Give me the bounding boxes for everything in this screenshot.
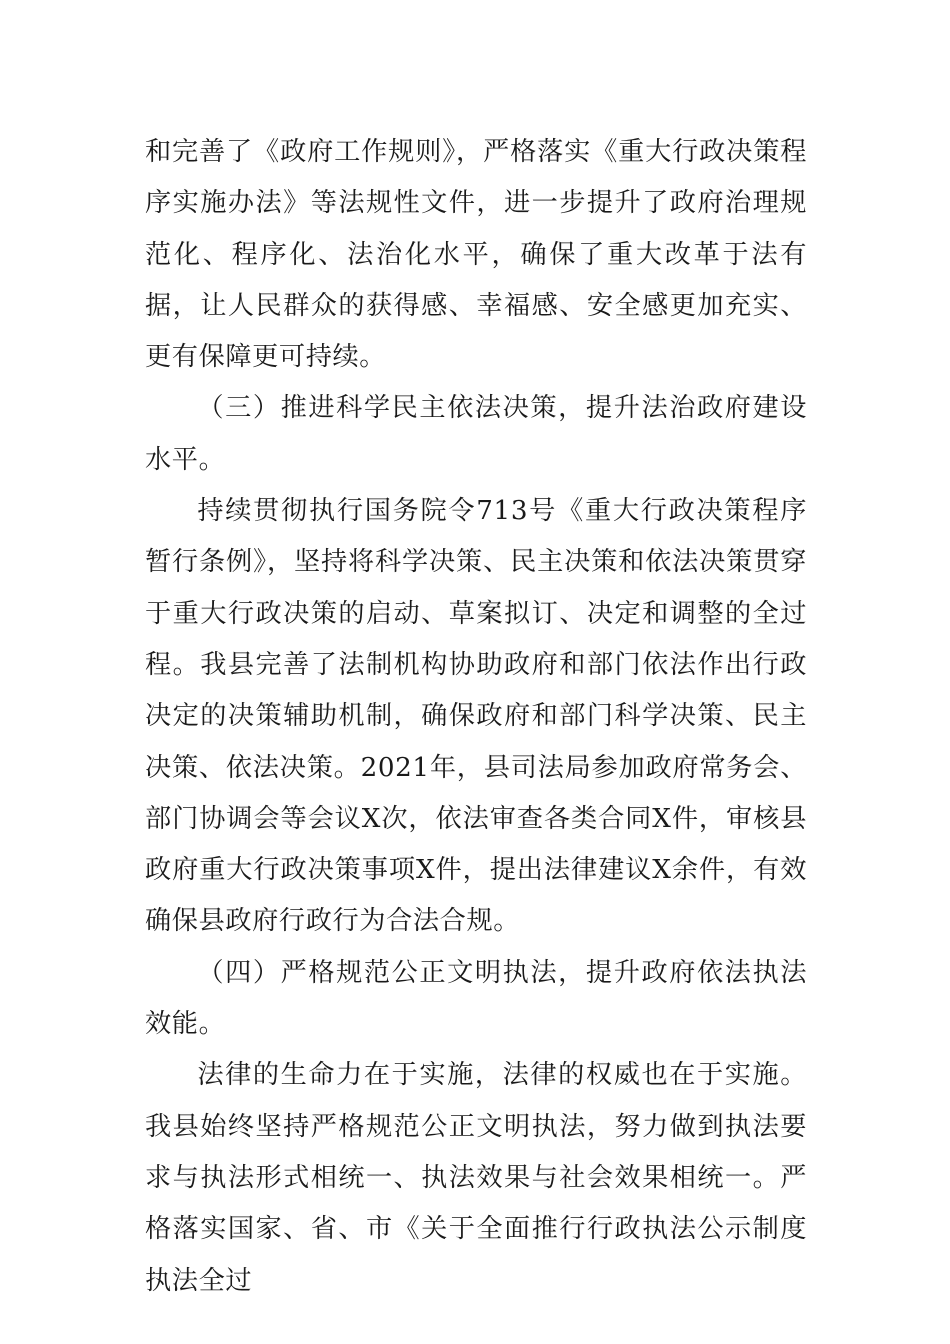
section-heading-3: （三）推进科学民主依法决策，提升法治政府建设水平。 — [145, 393, 807, 475]
paragraph-continued: 和完善了《政府工作规则》，严格落实《重大行政决策程序实施办法》等法规性文件，进一步提升了政府治理规范化、程序化、法治化水平，确保了重大改革于法有据，让人民群众的获得感、幸福感、安全感更加充实、更有保障更可持续。 — [145, 137, 807, 373]
document-page — [145, 127, 807, 1307]
paragraph-law-enforcement: 法律的生命力在于实施，法律的权威也在于实施。我县始终坚持严格规范公正文明执法，努力做到执法要求与执法形式相统一、执法效果与社会效果相统一。严格落实国家、省、市《关于全面推行行政执法公示制度执法全过 — [145, 1060, 807, 1296]
paragraph-decision-making: 持续贯彻执行国务院令713号《重大行政决策程序暂行条例》，坚持将科学决策、民主决策和依法决策贯穿于重大行政决策的启动、草案拟订、决定和调整的全过程。我县完善了法制机构协助政府和部门依法作出行政决定的决策辅助机制，确保政府和部门科学决策、民主决策、依法决策。2021年，县司法局参加政府常务会、部门协调会等会议X次，依法审查各类合同X件，审核县政府重大行政决策事项X件，提出法律建议X余件，有效确保县政府行政行为合法合规。 — [145, 496, 807, 937]
section-heading-4: （四）严格规范公正文明执法，提升政府依法执法效能。 — [145, 957, 807, 1040]
